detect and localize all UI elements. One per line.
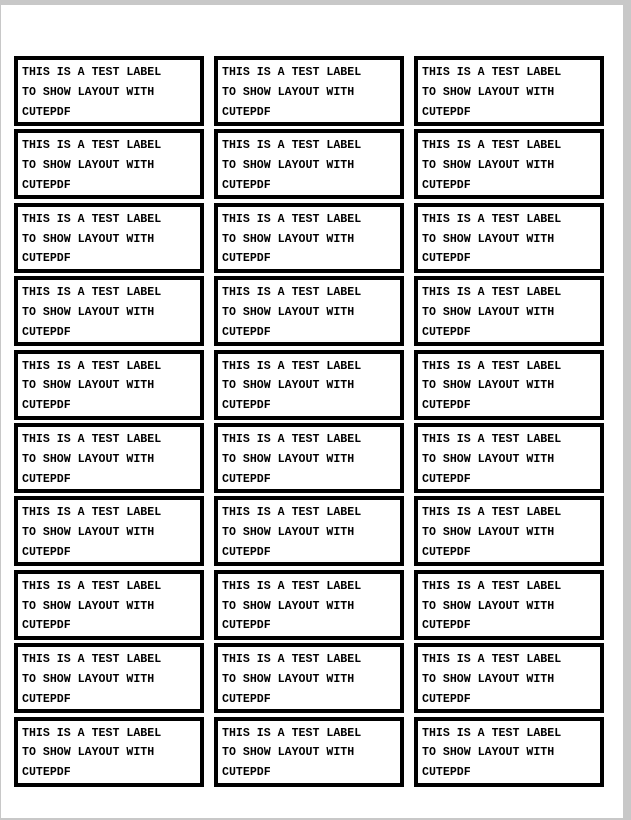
label-r8-c2 [214, 570, 404, 640]
label-r5-c3 [414, 350, 604, 420]
label-text-line2: TO SHOW LAYOUT WITH [222, 232, 355, 246]
label-text-line3: CUTEPDF [222, 252, 271, 266]
label-text-line2: TO SHOW LAYOUT WITH [422, 85, 555, 99]
label-text-line2: TO SHOW LAYOUT WITH [422, 232, 555, 246]
label-text-line1: THIS IS A TEST LABEL [222, 212, 362, 226]
label-text-line3: CUTEPDF [22, 766, 71, 780]
label-text-line2: TO SHOW LAYOUT WITH [22, 452, 155, 466]
label-text-line1: THIS IS A TEST LABEL [22, 359, 162, 373]
label-text-line2: TO SHOW LAYOUT WITH [22, 379, 155, 393]
label-text-line2: TO SHOW LAYOUT WITH [22, 305, 155, 319]
label-text-line3: CUTEPDF [22, 619, 71, 633]
label-r10-c1 [14, 717, 204, 787]
label-text-line1: THIS IS A TEST LABEL [22, 139, 162, 153]
label-r6-c1 [14, 423, 204, 493]
label-text-line2: TO SHOW LAYOUT WITH [422, 526, 555, 540]
label-text-line1: THIS IS A TEST LABEL [22, 66, 162, 79]
label-r9-c1 [14, 643, 204, 713]
label-text-line1: THIS IS A TEST LABEL [422, 66, 562, 79]
label-text-line3: CUTEPDF [422, 619, 471, 633]
label-r6-c2 [214, 423, 404, 493]
label-r9-c3 [414, 643, 604, 713]
label-text-line1: THIS IS A TEST LABEL [422, 212, 562, 226]
label-r7-c1 [14, 496, 204, 566]
label-text-line3: CUTEPDF [222, 105, 271, 119]
label-text-line2: TO SHOW LAYOUT WITH [222, 85, 355, 99]
label-r9-c2 [214, 643, 404, 713]
label-r7-c3 [414, 496, 604, 566]
label-r10-c2 [214, 717, 404, 787]
label-text-line1: THIS IS A TEST LABEL [422, 653, 562, 667]
label-text-line2: TO SHOW LAYOUT WITH [222, 746, 355, 760]
label-text-line3: CUTEPDF [422, 105, 471, 119]
label-text-line3: CUTEPDF [222, 692, 271, 706]
label-text-line2: TO SHOW LAYOUT WITH [422, 379, 555, 393]
label-text-line3: CUTEPDF [22, 692, 71, 706]
label-text-line1: THIS IS A TEST LABEL [22, 286, 162, 300]
label-text-line3: CUTEPDF [22, 325, 71, 339]
label-text-line1: THIS IS A TEST LABEL [422, 359, 562, 373]
label-text-line2: TO SHOW LAYOUT WITH [22, 232, 155, 246]
label-text-line3: CUTEPDF [222, 619, 271, 633]
label-r1-c3 [414, 56, 604, 126]
label-text-line1: THIS IS A TEST LABEL [22, 726, 162, 740]
label-text-line3: CUTEPDF [422, 472, 471, 486]
label-text-line2: TO SHOW LAYOUT WITH [422, 452, 555, 466]
label-text-line3: CUTEPDF [422, 692, 471, 706]
label-r8-c1 [14, 570, 204, 640]
label-text-line1: THIS IS A TEST LABEL [22, 432, 162, 446]
label-text-line3: CUTEPDF [222, 472, 271, 486]
label-text-line1: THIS IS A TEST LABEL [22, 653, 162, 667]
label-r5-c1 [14, 350, 204, 420]
label-text-line2: TO SHOW LAYOUT WITH [422, 599, 555, 613]
label-text-line2: TO SHOW LAYOUT WITH [222, 159, 355, 173]
label-r3-c3 [414, 203, 604, 273]
label-text-line3: CUTEPDF [22, 178, 71, 192]
label-text-line1: THIS IS A TEST LABEL [222, 506, 362, 520]
label-text-line1: THIS IS A TEST LABEL [422, 506, 562, 520]
label-r4-c1 [14, 276, 204, 346]
label-text-line3: CUTEPDF [22, 545, 71, 559]
label-text-line1: THIS IS A TEST LABEL [222, 66, 362, 79]
label-r2-c1 [14, 129, 204, 199]
label-text-line1: THIS IS A TEST LABEL [222, 726, 362, 740]
label-r2-c2 [214, 129, 404, 199]
label-text-line2: TO SHOW LAYOUT WITH [222, 526, 355, 540]
label-text-line1: THIS IS A TEST LABEL [22, 579, 162, 593]
label-text-line3: CUTEPDF [222, 399, 271, 413]
label-text-line1: THIS IS A TEST LABEL [22, 212, 162, 226]
label-text-line1: THIS IS A TEST LABEL [222, 139, 362, 153]
label-text-line2: TO SHOW LAYOUT WITH [222, 672, 355, 686]
label-text-line1: THIS IS A TEST LABEL [422, 726, 562, 740]
label-text-line2: TO SHOW LAYOUT WITH [22, 159, 155, 173]
label-r7-c2 [214, 496, 404, 566]
label-text-line2: TO SHOW LAYOUT WITH [22, 746, 155, 760]
label-r10-c3 [414, 717, 604, 787]
label-text-line1: THIS IS A TEST LABEL [222, 286, 362, 300]
label-text-line1: THIS IS A TEST LABEL [422, 139, 562, 153]
label-text-line3: CUTEPDF [422, 252, 471, 266]
label-text-line3: CUTEPDF [22, 472, 71, 486]
label-text-line3: CUTEPDF [422, 178, 471, 192]
label-sheet-page [1, 5, 623, 818]
label-r5-c2 [214, 350, 404, 420]
label-text-line2: TO SHOW LAYOUT WITH [422, 159, 555, 173]
label-text-line1: THIS IS A TEST LABEL [222, 432, 362, 446]
label-text-line1: THIS IS A TEST LABEL [422, 432, 562, 446]
label-text-line1: THIS IS A TEST LABEL [422, 286, 562, 300]
label-text-line3: CUTEPDF [422, 325, 471, 339]
label-text-line3: CUTEPDF [222, 178, 271, 192]
label-text-line2: TO SHOW LAYOUT WITH [22, 526, 155, 540]
label-text-line3: CUTEPDF [22, 252, 71, 266]
label-text-line3: CUTEPDF [222, 325, 271, 339]
label-text-line2: TO SHOW LAYOUT WITH [22, 85, 155, 99]
label-text-line3: CUTEPDF [22, 105, 71, 119]
label-r8-c3 [414, 570, 604, 640]
label-text-line2: TO SHOW LAYOUT WITH [222, 305, 355, 319]
label-r6-c3 [414, 423, 604, 493]
label-text-line2: TO SHOW LAYOUT WITH [422, 746, 555, 760]
label-r1-c2 [214, 56, 404, 126]
label-text-line2: TO SHOW LAYOUT WITH [222, 452, 355, 466]
label-r3-c1 [14, 203, 204, 273]
label-r4-c3 [414, 276, 604, 346]
label-text-line3: CUTEPDF [222, 545, 271, 559]
label-r3-c2 [214, 203, 404, 273]
label-text-line2: TO SHOW LAYOUT WITH [422, 672, 555, 686]
label-text-line2: TO SHOW LAYOUT WITH [22, 672, 155, 686]
label-text-line1: THIS IS A TEST LABEL [222, 359, 362, 373]
label-r2-c3 [414, 129, 604, 199]
label-text-line2: TO SHOW LAYOUT WITH [222, 379, 355, 393]
labels-grid [14, 56, 604, 787]
label-r1-c1 [14, 56, 204, 126]
label-text-line2: TO SHOW LAYOUT WITH [22, 599, 155, 613]
label-r4-c2 [214, 276, 404, 346]
label-text-line2: TO SHOW LAYOUT WITH [422, 305, 555, 319]
label-text-line1: THIS IS A TEST LABEL [222, 653, 362, 667]
label-text-line2: TO SHOW LAYOUT WITH [222, 599, 355, 613]
label-text-line3: CUTEPDF [422, 545, 471, 559]
label-text-line1: THIS IS A TEST LABEL [222, 579, 362, 593]
label-text-line3: CUTEPDF [422, 399, 471, 413]
label-text-line3: CUTEPDF [22, 399, 71, 413]
label-text-line1: THIS IS A TEST LABEL [22, 506, 162, 520]
label-text-line3: CUTEPDF [222, 766, 271, 780]
label-text-line3: CUTEPDF [422, 766, 471, 780]
label-text-line1: THIS IS A TEST LABEL [422, 579, 562, 593]
